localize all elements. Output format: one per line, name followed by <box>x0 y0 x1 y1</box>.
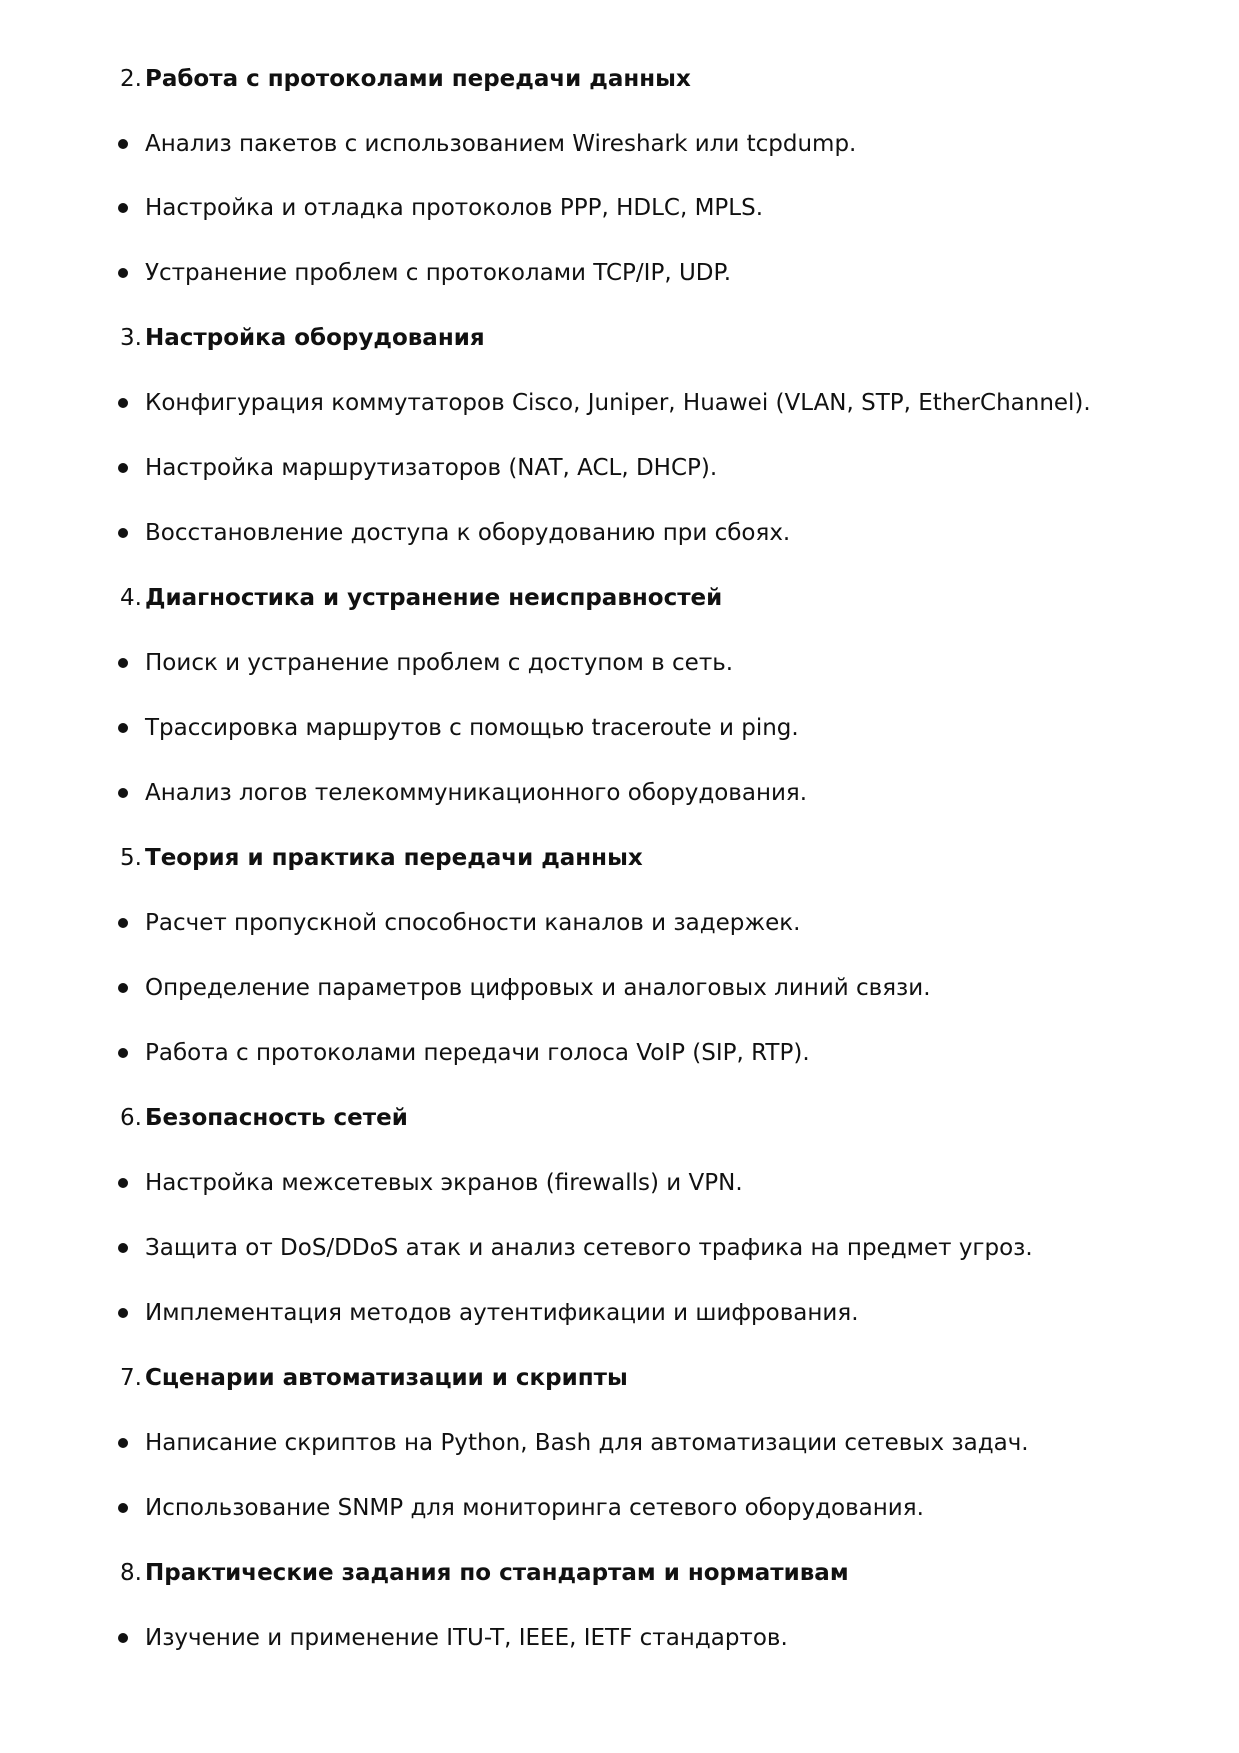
bullet-icon <box>118 528 128 538</box>
list-item-text: Написание скриптов на Python, Bash для автоматизации сетевых задач. <box>145 1430 1029 1456</box>
section-title: Сценарии автоматизации и скрипты <box>145 1365 628 1391</box>
list-item-text: Настройка межсетевых экранов (firewalls) и VPN. <box>145 1170 743 1196</box>
section-number: 3. <box>120 325 142 351</box>
list-item <box>0 1033 1239 1073</box>
bullet-icon <box>118 463 128 473</box>
bullet-icon <box>118 268 128 278</box>
list-item-text: Конфигурация коммутаторов Cisco, Juniper, Huawei (VLAN, STP, EtherChannel). <box>145 390 1091 416</box>
bullet-icon <box>118 1308 128 1318</box>
list-item-text: Изучение и применение ITU-T, IEEE, IETF стандартов. <box>145 1625 788 1651</box>
list-item <box>0 513 1239 553</box>
list-item-text: Поиск и устранение проблем с доступом в сеть. <box>145 650 734 676</box>
section-heading <box>0 838 1239 878</box>
section-title: Теория и практика передачи данных <box>145 845 643 871</box>
bullet-icon <box>118 658 128 668</box>
list-item <box>0 1293 1239 1333</box>
bullet-icon <box>118 1438 128 1448</box>
list-item <box>0 448 1239 488</box>
bullet-icon <box>118 723 128 733</box>
section-title: Работа с протоколами передачи данных <box>145 66 691 92</box>
section-heading <box>0 1358 1239 1398</box>
section-number: 2. <box>120 66 142 92</box>
bullet-icon <box>118 1503 128 1513</box>
list-item <box>0 253 1239 293</box>
section-title: Диагностика и устранение неисправностей <box>145 585 723 611</box>
bullet-icon <box>118 788 128 798</box>
list-item <box>0 1618 1239 1658</box>
list-item <box>0 968 1239 1008</box>
list-item-text: Восстановление доступа к оборудованию при сбоях. <box>145 520 791 546</box>
list-item <box>0 773 1239 813</box>
section-title: Безопасность сетей <box>145 1105 408 1131</box>
section-title: Практические задания по стандартам и нормативам <box>145 1560 849 1586</box>
section-heading <box>0 318 1239 358</box>
section-heading <box>0 59 1239 99</box>
bullet-icon <box>118 139 128 149</box>
list-item-text: Анализ пакетов с использованием Wireshark или tcpdump. <box>145 131 857 157</box>
section-number: 8. <box>120 1560 142 1586</box>
section-number: 4. <box>120 585 142 611</box>
list-item-text: Настройка и отладка протоколов PPP, HDLC, MPLS. <box>145 195 764 221</box>
bullet-icon <box>118 1243 128 1253</box>
list-item <box>0 708 1239 748</box>
list-item <box>0 1488 1239 1528</box>
list-item-text: Трассировка маршрутов с помощью traceroute и ping. <box>145 715 799 741</box>
list-item-text: Имплементация методов аутентификации и шифрования. <box>145 1300 859 1326</box>
bullet-icon <box>118 1633 128 1643</box>
bullet-icon <box>118 203 128 213</box>
list-item-text: Расчет пропускной способности каналов и задержек. <box>145 910 801 936</box>
list-item <box>0 383 1239 423</box>
list-item-text: Устранение проблем с протоколами TCP/IP, UDP. <box>145 260 732 286</box>
list-item-text: Работа с протоколами передачи голоса VoIP (SIP, RTP). <box>145 1040 810 1066</box>
section-number: 7. <box>120 1365 142 1391</box>
list-item <box>0 188 1239 228</box>
list-item <box>0 1423 1239 1463</box>
list-item-text: Использование SNMP для мониторинга сетевого оборудования. <box>145 1495 924 1521</box>
section-heading <box>0 1553 1239 1593</box>
section-number: 6. <box>120 1105 142 1131</box>
section-title: Настройка оборудования <box>145 325 485 351</box>
list-item-text: Анализ логов телекоммуникационного оборудования. <box>145 780 808 806</box>
section-heading <box>0 1098 1239 1138</box>
section-number: 5. <box>120 845 142 871</box>
bullet-icon <box>118 398 128 408</box>
list-item <box>0 903 1239 943</box>
list-item-text: Настройка маршрутизаторов (NAT, ACL, DHCP). <box>145 455 718 481</box>
section-heading <box>0 578 1239 618</box>
list-item <box>0 1163 1239 1203</box>
bullet-icon <box>118 918 128 928</box>
bullet-icon <box>118 1178 128 1188</box>
bullet-icon <box>118 983 128 993</box>
list-item <box>0 643 1239 683</box>
list-item <box>0 1228 1239 1268</box>
bullet-icon <box>118 1048 128 1058</box>
list-item-text: Определение параметров цифровых и аналоговых линий связи. <box>145 975 931 1001</box>
list-item-text: Защита от DoS/DDoS атак и анализ сетевого трафика на предмет угроз. <box>145 1235 1033 1261</box>
list-item <box>0 124 1239 164</box>
